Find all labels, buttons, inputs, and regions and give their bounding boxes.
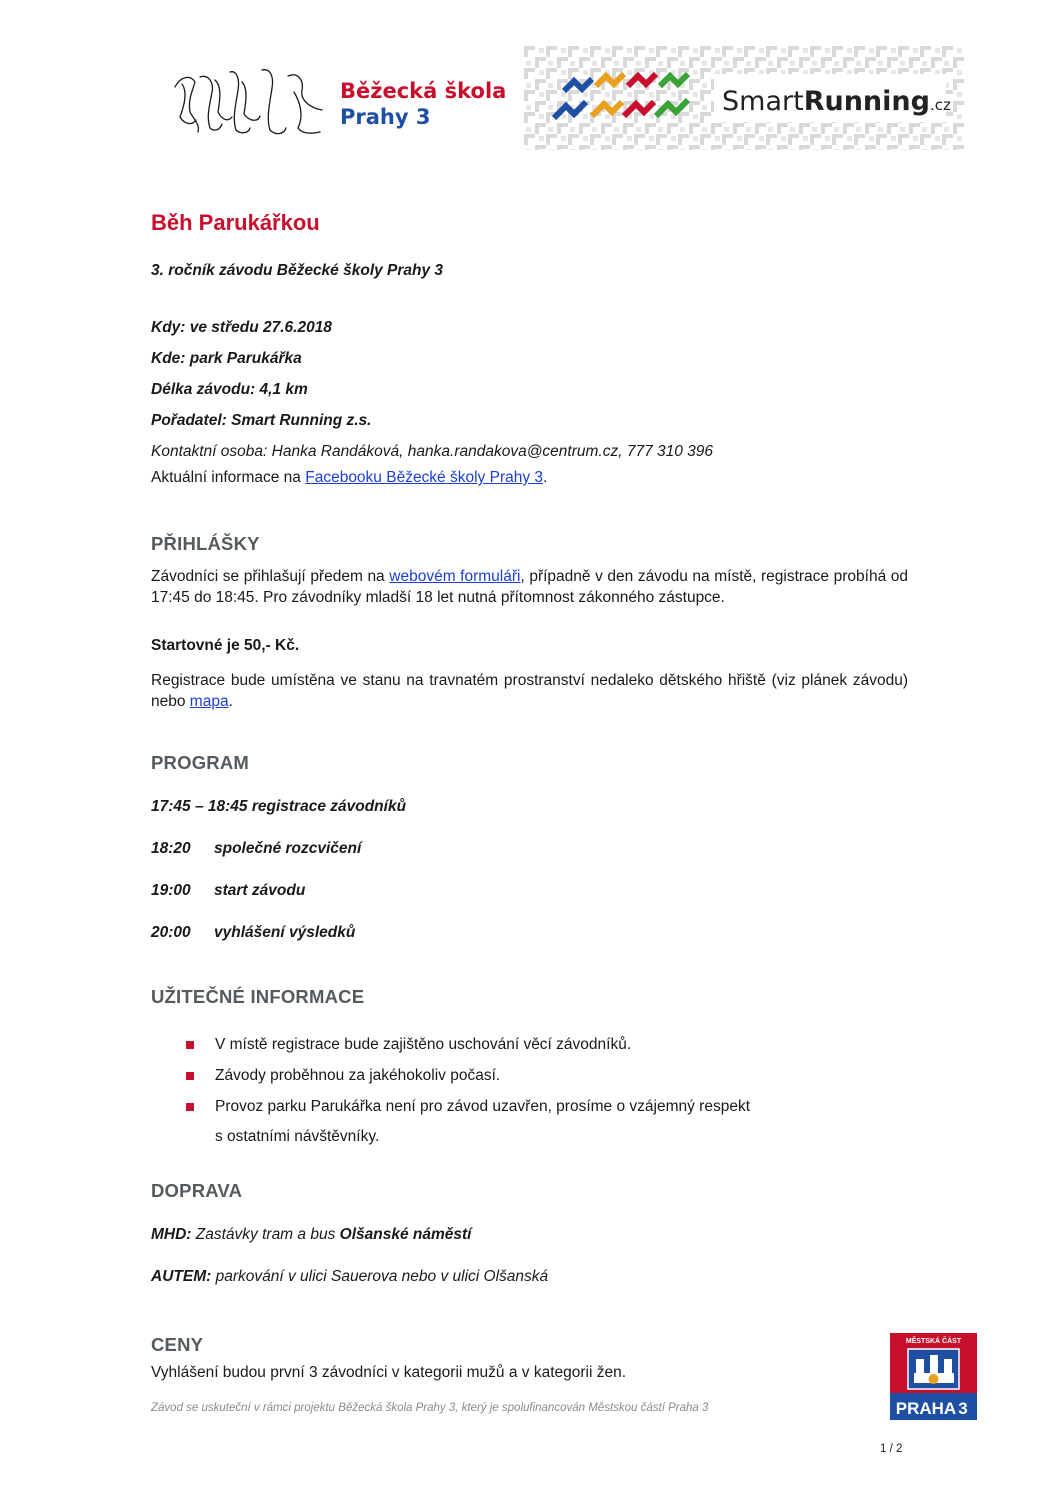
smartrunning-logo-text (722, 86, 951, 117)
praha-logo-top: MĚSTSKÁ ČÁST (905, 1338, 962, 1345)
program-activity-3: start závodu (214, 882, 306, 899)
praha3-coat-of-arms-icon (890, 1333, 977, 1420)
school-logo-line2: Prahy 3 (340, 105, 431, 129)
prizes-text: Vyhlášení budou první 3 závodníci v kategorii mužů a v kategorii žen. (151, 1364, 627, 1381)
bullet-square-icon (186, 1041, 194, 1049)
program-activity-4: vyhlášení výsledků (214, 924, 356, 941)
info-contact: Kontaktní osoba: Hanka Randáková, hanka.randakova@centrum.cz, 777 310 396 (151, 443, 714, 460)
prizes-heading: CENY (151, 1334, 204, 1355)
transport-car (151, 1268, 548, 1286)
program-activity-2: společné rozcvičení (214, 840, 362, 857)
program-time-2: 18:20 (151, 840, 191, 857)
registration-location (151, 670, 908, 712)
registration-p2-after: . (228, 693, 233, 710)
sr-brand-tld: .cz (929, 96, 951, 114)
facebook-link[interactable]: Facebooku Běžecké školy Prahy 3 (305, 469, 544, 486)
map-link[interactable]: mapa (189, 693, 229, 710)
useful-info-heading: UŽITEČNÉ INFORMACE (151, 986, 365, 1007)
mhd-stop: Olšanské náměstí (339, 1226, 472, 1243)
registration-heading: PŘIHLÁŠKY (151, 533, 260, 554)
program-time-4: 20:00 (151, 924, 191, 941)
registration-paragraph (151, 566, 908, 608)
registration-fee: Startovné je 50,- Kč. (151, 637, 300, 654)
program-heading: PROGRAM (151, 752, 250, 773)
bullet-square-icon (186, 1072, 194, 1080)
registration-p1-after: , případně v den závodu na místě, registrace probíhá od 17:45 do 18:45. Pro závodníky mladší 18 let nutná přítomnost zákonného zástupce. (151, 568, 909, 606)
bullet-square-icon (186, 1103, 194, 1111)
info-news-suffix: . (543, 469, 548, 486)
footer-funding-note: Závod se uskuteční v rámci projektu Běžecká škola Prahy 3, který je spolufinancován Městskou částí Praha 3 (151, 1402, 709, 1414)
document-title: Běh Parukářkou (151, 210, 320, 235)
transport-mhd (151, 1226, 471, 1244)
info-news (151, 469, 547, 487)
useful-bullet-1: V místě registrace bude zajištěno uschování věcí závodníků. (215, 1036, 632, 1053)
registration-p1-before: Závodníci se přihlašují předem na (151, 568, 390, 585)
program-time-1: 17:45 – 18:45 registrace závodníků (151, 798, 407, 815)
useful-bullet-2: Závody proběhnou za jakéhokoliv počasí. (215, 1067, 501, 1084)
mhd-text: Zastávky tram a bus (191, 1226, 340, 1243)
running-legs-logo-icon (170, 62, 330, 140)
sr-brand-running: Running (803, 86, 930, 117)
registration-p2-before: Registrace bude umístěna ve stanu na travnatém prostranství nedaleko dětského hřiště (viz plánek závodu) nebo (151, 672, 908, 710)
school-logo-line1: Běžecká škola (340, 79, 507, 103)
page-number: 1 / 2 (880, 1443, 903, 1455)
useful-bullet-3: Provoz parku Parukářka není pro závod uzavřen, prosíme o vzájemný respekt (215, 1098, 751, 1115)
praha-logo-bottom: PRAHA (895, 1399, 957, 1418)
info-length: Délka závodu: 4,1 km (151, 381, 308, 398)
program-time-3: 19:00 (151, 882, 191, 899)
info-news-prefix: Aktuální informace na (151, 469, 306, 486)
info-where: Kde: park Parukářka (151, 350, 302, 367)
mhd-label: MHD: (151, 1226, 192, 1243)
document-subtitle: 3. ročník závodu Běžecké školy Prahy 3 (151, 262, 444, 279)
praha-logo-number: 3 (958, 1399, 968, 1418)
car-text: parkování v ulici Sauerova nebo v ulici Olšanská (211, 1268, 549, 1285)
useful-bullet-3-cont: s ostatními návštěvníky. (215, 1128, 380, 1145)
transport-heading: DOPRAVA (151, 1180, 243, 1201)
car-label: AUTEM: (151, 1268, 212, 1285)
web-form-link[interactable]: webovém formuláři (389, 568, 521, 585)
info-when: Kdy: ve středu 27.6.2018 (151, 319, 332, 336)
sr-brand-smart: Smart (722, 86, 804, 117)
school-logo-text (340, 78, 506, 130)
info-organizer: Pořadatel: Smart Running z.s. (151, 412, 372, 429)
